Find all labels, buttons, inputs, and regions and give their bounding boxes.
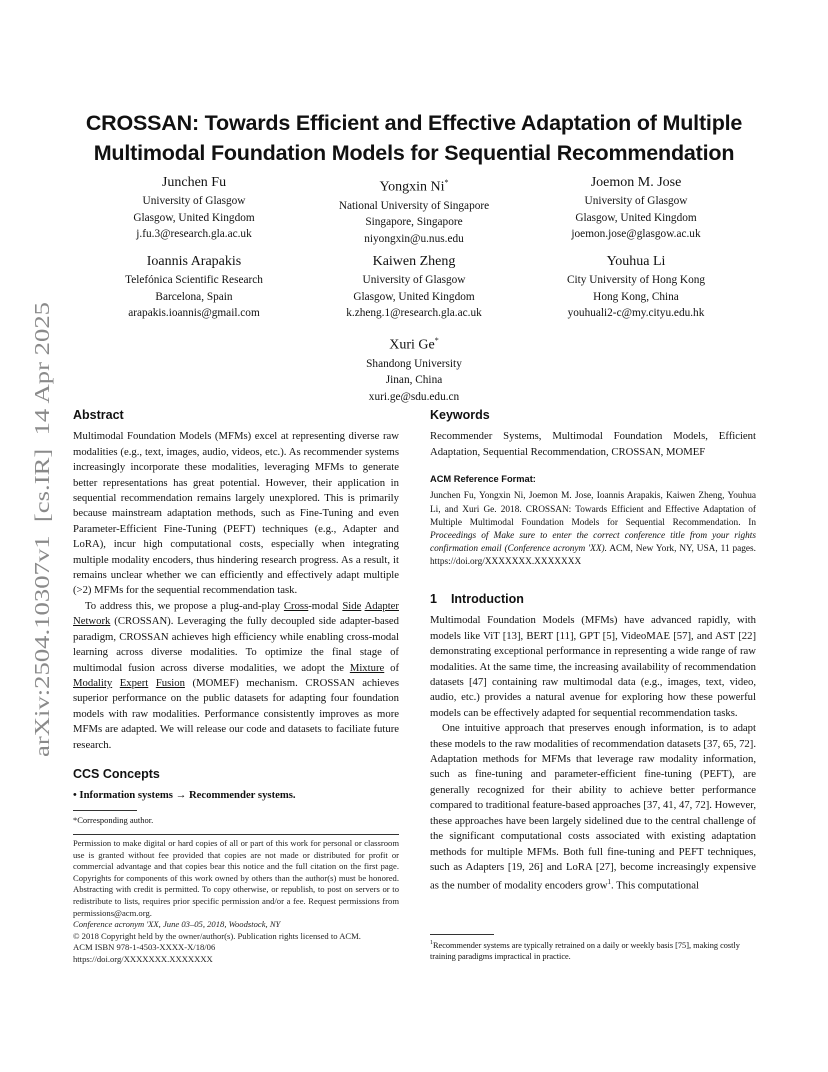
author-location: Singapore, Singapore [365, 216, 463, 229]
conference-line [73, 919, 399, 931]
permission-rule [73, 834, 399, 835]
footnote-number: 1 [430, 940, 433, 946]
footnote-mark: 1 [607, 878, 611, 887]
text-span: Proceedings of Make sure to enter the correct conference title from your rights confirmation email (Conference acronym 'XX). [430, 531, 756, 555]
author-name: Junchen Fu [161, 175, 227, 190]
author-name: Youhua Li [606, 254, 666, 269]
author-location: Glasgow, United Kingdom [575, 211, 697, 224]
acronym-letter: Cross [283, 599, 309, 612]
acronym-letter: Network [73, 615, 111, 628]
acronym-letter: Side [342, 599, 362, 612]
author-affiliation: Shandong University [366, 357, 462, 370]
acm-ref-text [430, 490, 756, 569]
section-title: Introduction [450, 592, 524, 606]
text-span: of [384, 661, 400, 674]
author-name: Kaiwen Zheng [372, 254, 456, 269]
text-span: (CROSSAN). Leveraging the fully decoupled side adapter-based paradigm, CROSSAN achieves high efficiency while enabling cross-modal learning across diverse modalities. To optimize the final stage of multimodal fusion across diverse modalities, we adopt the [73, 615, 399, 674]
author-email: youhuali2-c@my.cityu.edu.hk [567, 307, 705, 319]
copyright-line: © 2018 Copyright held by the owner/author(s). Publication rights licensed to ACM. [73, 930, 361, 941]
author-email: j.fu.3@research.gla.ac.uk [136, 228, 252, 240]
text-span: To address this, we propose a plug-and-play [85, 599, 284, 612]
author-email: joemon.jose@glasgow.ac.uk [571, 228, 701, 240]
author-name: Joemon M. Jose [590, 175, 682, 190]
acronym-letter: Expert [119, 676, 149, 689]
author-name: Ioannis Arapakis [146, 254, 242, 269]
author-email: xuri.ge@sdu.edu.cn [368, 390, 460, 403]
title-line-1: CROSSAN: Towards Efficient and Effective Adaptation of Multiple [85, 111, 743, 135]
author-affiliation: City University of Hong Kong [566, 274, 706, 286]
corresponding-mark: * [444, 178, 449, 187]
arxiv-stamp [22, 300, 58, 760]
author-block [284, 331, 544, 405]
abstract-paragraph-2 [73, 599, 399, 753]
author-location: Hong Kong, China [593, 290, 679, 303]
author-email: k.zheng.1@research.gla.ac.uk [346, 307, 482, 319]
footnote-rule [430, 934, 494, 935]
ccs-heading: CCS Concepts [73, 766, 160, 781]
right-column [430, 408, 756, 460]
acronym-letter: Modality [73, 676, 113, 689]
acm-reference [430, 472, 756, 570]
author-location: Glasgow, United Kingdom [133, 211, 255, 224]
abstract-paragraph-1: Multimodal Foundation Models (MFMs) excel at representing diverse raw modalities (e.g., text, images, audio, videos, etc.). As recommender systems increasingly incorporate these modalities, leveraging MFMs to generate better representations has great potential. However, their application in sequential recommendation remains largely unexplored. This is primarily because mainstream adaptation methods, such as Fine-Tuning and even Parameter-Efficient Fine-Tuning (PEFT) techniques (e.g., Adapter and LoRA), incur high computational costs, especially when integrating multiple modality encoders, thus hindering research progress. As a result, it remains unclear whether we can efficiently and effectively adapt multiple (>2) MFMs for the sequential recommendation task. [73, 430, 399, 597]
author-affiliation: National University of Singapore [338, 199, 490, 212]
paper-title [60, 108, 768, 168]
text-span: ACM, New York, NY, USA, 11 pages. https://doi.org/XXXXXXX.XXXXXXX [430, 544, 757, 568]
author-affiliation: University of Glasgow [142, 195, 246, 207]
author-affiliation: University of Glasgow [362, 274, 466, 286]
author-block [506, 173, 766, 243]
abstract-heading: Abstract [73, 408, 124, 422]
left-column [73, 408, 399, 804]
author-location: Glasgow, United Kingdom [353, 290, 475, 303]
text-span: Junchen Fu, Yongxin Ni, Joemon M. Jose, Ioannis Arapakis, Kaiwen Zheng, Youhua Li, and Xuri Ge. 2018. CROSSAN: Towards Efficient and Effective Adaptation of Multiple Multimodal Foundation Models for Sequential Recommendation. In [430, 491, 756, 528]
ccs-item: • Information systems → Recommender systems. [73, 789, 296, 802]
author-location: Jinan, China [385, 374, 443, 387]
text-span: One intuitive approach that preserves enough information, is to adapt these models to the raw modalities of recommendation datasets [37, 65, 72]. Adaptation methods for MFMs that leverage raw modality information, such as fine-tuning and parameter-efficient fine-tuning (PEFT), are generally recognized for their ability to achieve better performance compared to traditional feature-based approaches [37, 41, 47, 72]. However, these approaches have been largely sidelined due to the central challenge of the significant computational costs associated with existing adaptation methods for multiple MFMs. Both full fine-tuning and PEFT techniques, such as Adapters [19, 26] and LoRA [27], become increasingly expensive as the number of modality encoders grow [430, 722, 757, 892]
introduction-section [430, 592, 756, 894]
author-email: arapakis.ioannis@gmail.com [128, 307, 260, 319]
title-line-2: Multimodal Foundation Models for Sequential Recommendation [93, 141, 735, 165]
intro-paragraph-1: Multimodal Foundation Models (MFMs) have advanced rapidly, with models like ViT [13], BERT [11], GPT [5], VideoMAE [57], and AST [22] demonstrating exceptional performance in representing a wide range of raw modalities. At the same time, the increasing availability of recommendation datasets [47] containing raw multimodal data (e.g., images, text, video, audio, etc.) provides a natural avenue for exploring how these powerful models can be effectively adapted for sequential recommendation tasks. [430, 614, 756, 719]
section-number: 1 [430, 592, 437, 606]
keywords-heading: Keywords [430, 408, 490, 422]
acronym-letter: Mixture [349, 661, 385, 674]
text-span: -modal [308, 599, 343, 612]
footnote-1 [430, 938, 756, 963]
arxiv-id: arXiv:2504.10307v1 [cs.IR] 14 Apr 2025 [30, 390, 54, 757]
author-block [284, 252, 544, 322]
isbn-line: ACM ISBN 978-1-4503-XXXX-X/18/06 [73, 942, 216, 953]
intro-paragraph-2 [430, 721, 756, 894]
author-name: Xuri Ge [389, 337, 435, 353]
author-affiliation: Telefónica Scientific Research [125, 274, 263, 286]
acronym-letter: Adapter [364, 599, 399, 612]
footnote-text: Recommender systems are typically retrained on a daily or weekly basis [75], making costly training paradigms impractical in practice. [430, 940, 740, 962]
acm-ref-heading: ACM Reference Format: [430, 474, 536, 484]
author-block [506, 252, 766, 322]
author-name-line [284, 331, 544, 355]
text-span: (MOMEF) mechanism. CROSSAN achieves superior performance on the public datasets for adapting four foundation models with raw modalities. Performance consistently improves as more MFMs are adapted. We will release our code and datasets to faciliate future research. [73, 676, 400, 751]
keywords-text: Recommender Systems, Multimodal Foundation Models, Efficient Adaptation, Sequential Recommendation, CROSSAN, MOMEF [430, 430, 756, 458]
acronym-letter: Fusion [155, 676, 185, 689]
permission-text: Permission to make digital or hard copies of all or part of this work for personal or classroom use is granted without fee provided that copies are not made or distributed for profit or commercial advantage and that copies bear this notice and the full citation on the first page. Copyrights for components of this work owned by others than the author(s) must be honored. Abstracting with credit is permitted. To copy otherwise, or republish, to post on servers or to redistribute to lists, requires prior specific permission and/or a fee. Request permissions from permissions@acm.org. [73, 838, 399, 918]
corresponding-mark: * [434, 336, 439, 345]
author-block [284, 173, 544, 247]
author-email: niyongxin@u.nus.edu [364, 232, 464, 245]
permission-block [73, 838, 399, 966]
conference-text: Conference acronym 'XX, June 03–05, 2018, Woodstock, NY [73, 919, 281, 930]
author-name-line [284, 173, 544, 197]
author-location: Barcelona, Spain [155, 290, 233, 303]
author-affiliation: University of Glasgow [584, 195, 688, 207]
author-name: Yongxin Ni [379, 179, 445, 195]
text-span: . This computational [610, 879, 699, 892]
intro-heading [430, 592, 756, 607]
corresponding-note: *Corresponding author. [73, 815, 154, 825]
doi-line: https://doi.org/XXXXXXX.XXXXXXX [73, 953, 213, 964]
footnote-rule [73, 810, 137, 811]
